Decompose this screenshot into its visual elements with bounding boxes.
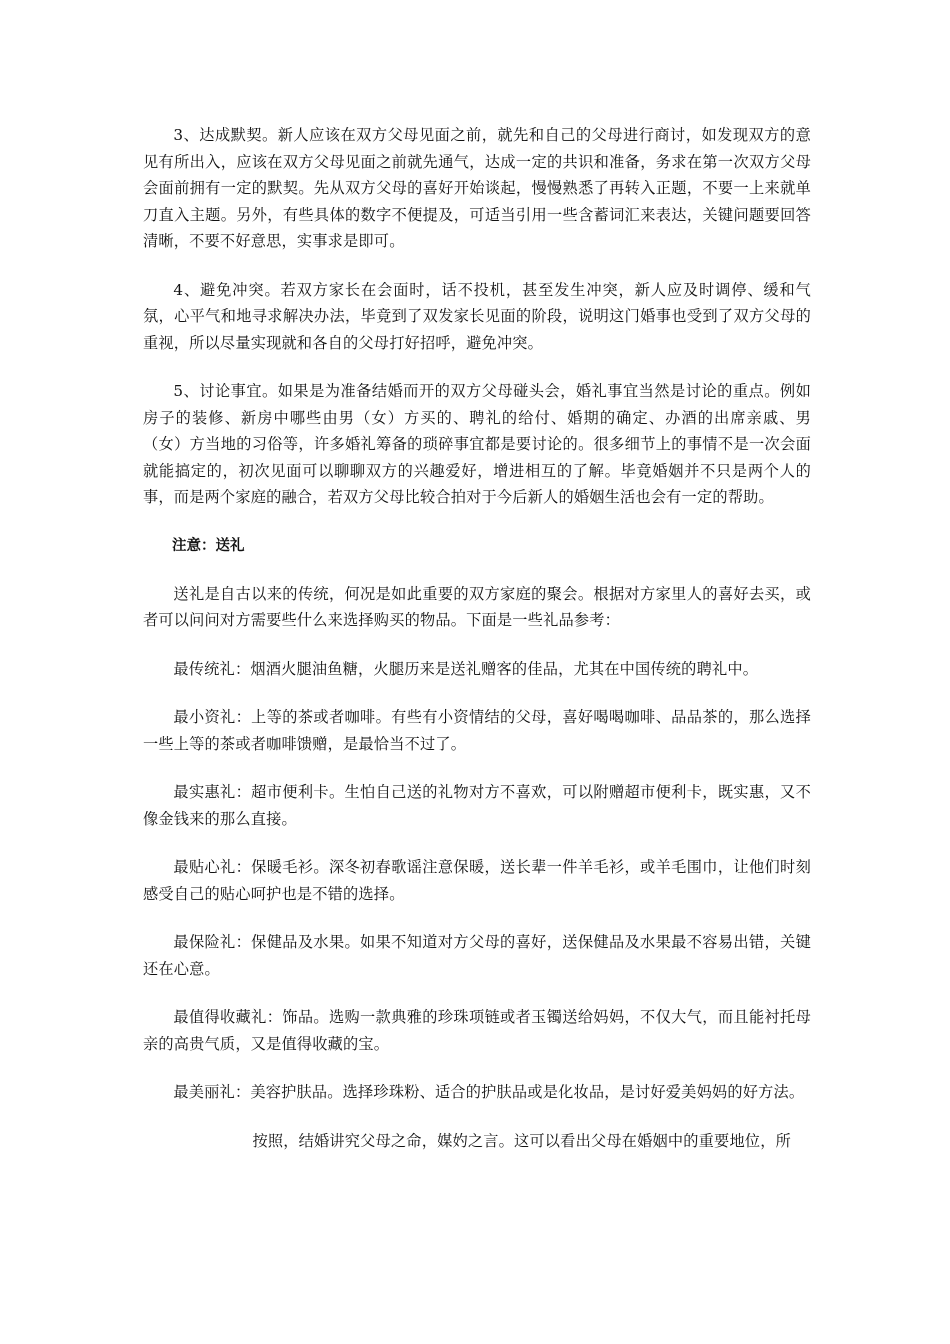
document-body (143, 122, 811, 1176)
paragraph-gift-intro: 送礼是自古以来的传统，何况是如此重要的双方家庭的聚会。根据对方家里人的喜好去买，或者可以问问对方需要些什么来选择购买的物品。下面是一些礼品参考： (143, 584, 811, 629)
paragraph-discuss-matters: 5、讨论事宜。如果是为准备结婚而开的双方父母碰头会，婚礼事宜当然是讨论的重点。例如房子的装修、新房中哪些由男（女）方买的、聘礼的给付、婚期的确定、办酒的出席亲戚、男（女）方当地的习俗等，许多婚礼筹备的琐碎事宜都是要讨论的。很多细节上的事情不是一次会面就能搞定的，初次见面可以聊聊双方的兴趣爱好，增进相互的了解。毕竟婚姻并不只是两个人的事，而是两个家庭的融合，若双方父母比较合拍对于今后新人的婚姻生活也会有一定的帮助。 (143, 382, 811, 506)
gift-item-traditional: 最传统礼：烟酒火腿油鱼糖，火腿历来是送礼赠客的佳品，尤其在中国传统的聘礼中。 (173, 659, 759, 678)
gift-item-safe: 最保险礼：保健品及水果。如果不知道对方父母的喜好，送保健品及水果最不容易出错，关键还在心意。 (143, 933, 811, 978)
paragraph-closing: 按照，结婚讲究父母之命，媒妁之言。这可以看出父母在婚姻中的重要地位，所 (252, 1131, 791, 1150)
gift-item-petite-bourgeois: 最小资礼：上等的茶或者咖啡。有些有小资情结的父母，喜好喝喝咖啡、品品茶的，那么选择一些上等的茶或者咖啡馈赠，是最恰当不过了。 (143, 708, 811, 753)
gift-item-thoughtful: 最贴心礼：保暖毛衫。深冬初春歌谣注意保暖，送长辈一件羊毛衫，或羊毛围巾，让他们时刻感受自己的贴心呵护也是不错的选择。 (143, 858, 811, 903)
section-heading-gifts: 注意：送礼 (172, 537, 245, 554)
gift-item-practical: 最实惠礼：超市便利卡。生怕自己送的礼物对方不喜欢，可以附赠超市便利卡，既实惠，又不像金钱来的那么直接。 (143, 783, 811, 828)
gift-item-beauty: 最美丽礼：美容护肤品。选择珍珠粉、适合的护肤品或是化妆品，是讨好爱美妈妈的好方法。 (173, 1083, 805, 1101)
paragraph-avoid-conflict: 4、避免冲突。若双方家长在会面时，话不投机，甚至发生冲突，新人应及时调停、缓和气氛，心平气和地寻求解决办法，毕竟到了双发家长见面的阶段，说明这门婚事也受到了双方父母的重视，所以尽量实现就和各自的父母打好招呼，避免冲突。 (143, 280, 811, 352)
gift-item-collectible: 最值得收藏礼：饰品。选购一款典雅的珍珠项链或者玉镯送给妈妈，不仅大气，而且能衬托母亲的高贵气质，又是值得收藏的宝。 (143, 1008, 811, 1053)
paragraph-reach-agreement: 3、达成默契。新人应该在双方父母见面之前，就先和自己的父母进行商讨，如发现双方的意见有所出入，应该在双方父母见面之前就先通气，达成一定的共识和准备，务求在第一次双方父母会面前拥有一定的默契。先从双方父母的喜好开始谈起，慢慢熟悉了再转入正题，不要一上来就单刀直入主题。另外，有些具体的数字不便提及，可适当引用一些含蓄词汇来表达，关键问题要回答清晰，不要不好意思，实事求是即可。 (143, 126, 811, 250)
